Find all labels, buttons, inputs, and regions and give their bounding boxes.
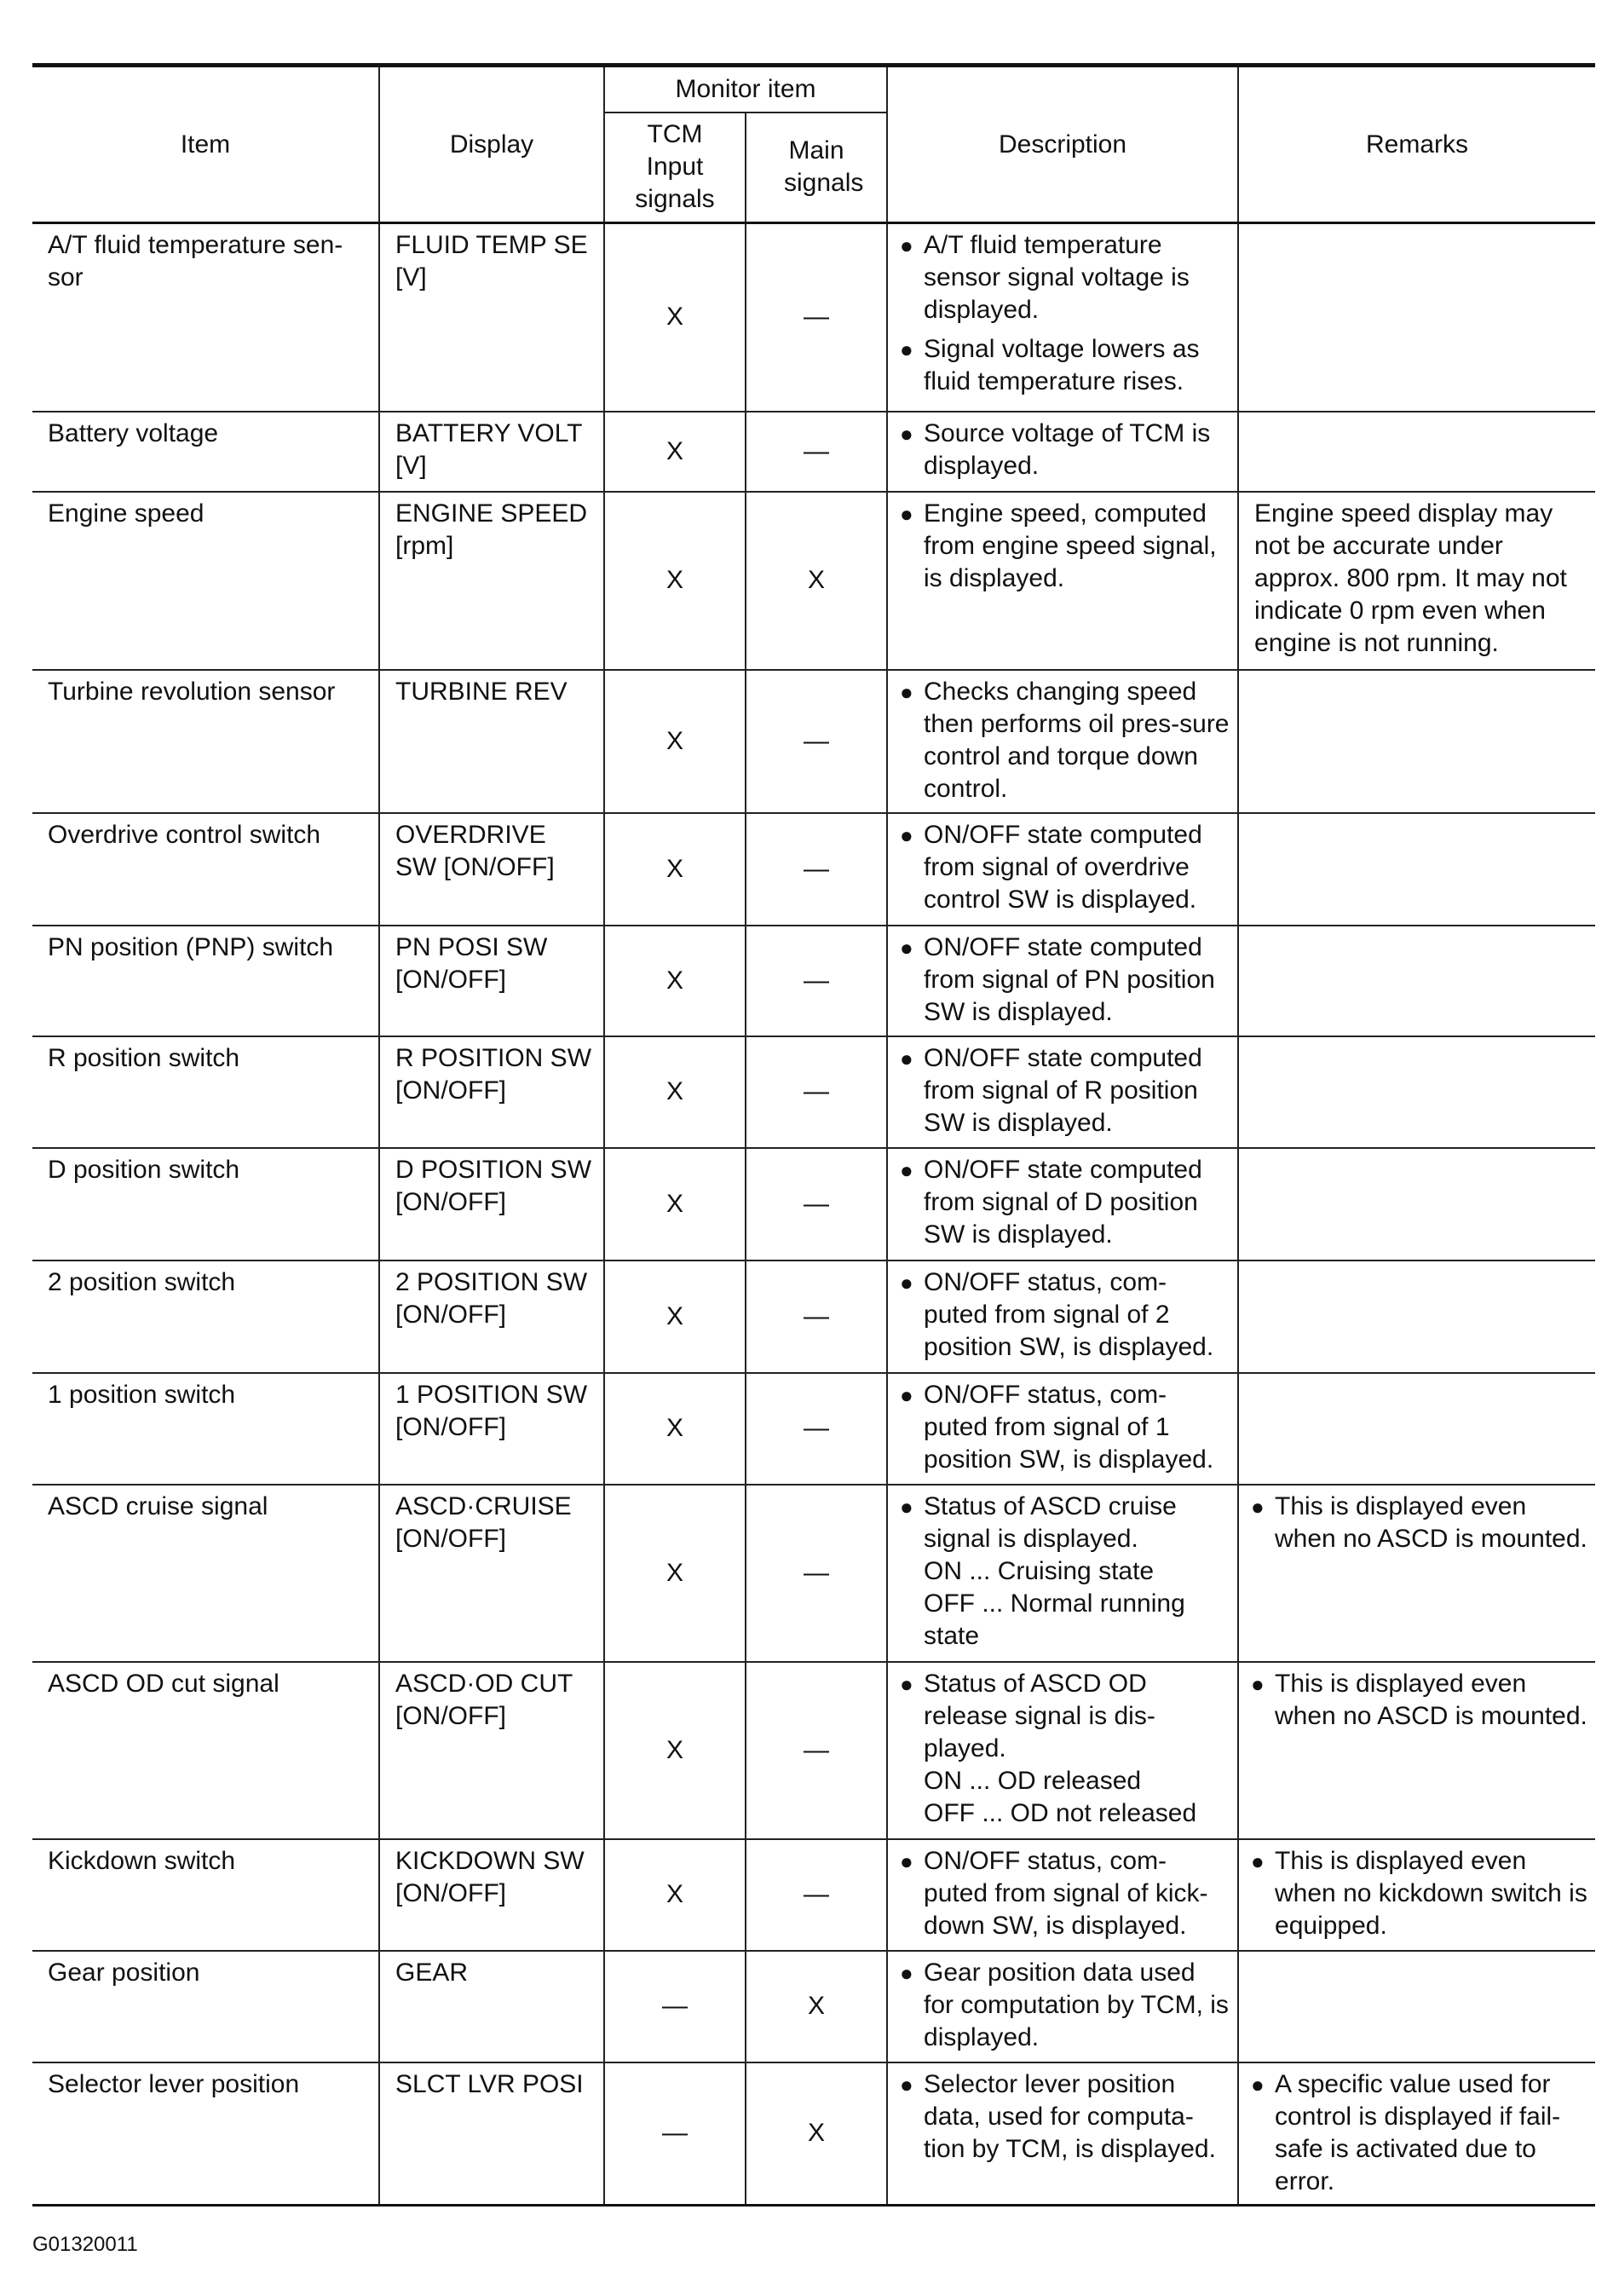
remarks-cell xyxy=(1238,926,1595,1036)
tcm-input-signal-cell: X xyxy=(604,1373,746,1485)
remarks-text: Engine speed display may not be accurate under approx. 800 rpm. It may not indicate 0 rpm even when engine is not running. xyxy=(1254,499,1567,657)
description-cell xyxy=(887,1485,1238,1662)
header-tcm-input-signals: TCM Input signals xyxy=(604,112,746,223)
display-cell: OVERDRIVE SW [ON/OFF] xyxy=(379,813,604,926)
description-bullet xyxy=(900,1379,1230,1476)
description-text: Selector lever position data, used for computa-tion by TCM, is displayed. xyxy=(924,2069,1216,2163)
monitor-item-table-wrapper xyxy=(32,63,1595,2207)
display-cell: ASCD·CRUISE [ON/OFF] xyxy=(379,1485,604,1662)
item-cell: Battery voltage xyxy=(32,412,379,492)
table-row xyxy=(32,813,1595,926)
description-bullet xyxy=(900,229,1230,326)
remarks-text: This is displayed even when no ASCD is mounted. xyxy=(1275,1669,1587,1730)
display-cell: SLCT LVR POSI xyxy=(379,2062,604,2206)
description-bullet xyxy=(900,333,1230,398)
monitor-item-table xyxy=(32,63,1595,2207)
item-cell: ASCD OD cut signal xyxy=(32,1662,379,1839)
bullet-icon: ● xyxy=(900,1959,913,1986)
main-signal-cell: — xyxy=(746,223,887,412)
bullet-icon: ● xyxy=(900,420,913,447)
remarks-cell xyxy=(1238,1662,1595,1839)
remarks-cell xyxy=(1238,412,1595,492)
bullet-icon: ● xyxy=(1251,2071,1265,2097)
description-cell xyxy=(887,1148,1238,1260)
bullet-icon: ● xyxy=(900,1382,913,1408)
remarks-cell xyxy=(1238,1951,1595,2062)
description-bullet xyxy=(900,2068,1230,2166)
main-signal-cell: X xyxy=(746,492,887,670)
item-cell: 1 position switch xyxy=(32,1373,379,1485)
tcm-input-signal-cell: X xyxy=(604,670,746,813)
display-cell: D POSITION SW [ON/OFF] xyxy=(379,1148,604,1260)
display-cell: GEAR xyxy=(379,1951,604,2062)
main-signal-cell: — xyxy=(746,1260,887,1373)
tcm-input-signal-cell: X xyxy=(604,926,746,1036)
description-text: A/T fluid temperature sensor signal voltage is displayed. xyxy=(924,231,1190,324)
table-row xyxy=(32,670,1595,813)
bullet-icon: ● xyxy=(900,1045,913,1071)
bullet-icon: ● xyxy=(1251,1670,1265,1697)
header-description: Description xyxy=(887,66,1238,223)
item-cell: Turbine revolution sensor xyxy=(32,670,379,813)
description-bullet xyxy=(900,1154,1230,1251)
remarks-cell xyxy=(1238,1839,1595,1951)
bullet-icon: ● xyxy=(900,678,913,705)
tcm-input-signal-cell: — xyxy=(604,1951,746,2062)
main-signal-cell: X xyxy=(746,2062,887,2206)
header-display: Display xyxy=(379,66,604,223)
table-row xyxy=(32,1373,1595,1485)
bullet-icon: ● xyxy=(1251,1848,1265,1874)
item-cell: 2 position switch xyxy=(32,1260,379,1373)
description-cell xyxy=(887,1036,1238,1148)
tcm-input-signal-cell: — xyxy=(604,2062,746,2206)
bullet-icon: ● xyxy=(900,2071,913,2097)
description-cell xyxy=(887,492,1238,670)
item-cell: Gear position xyxy=(32,1951,379,2062)
bullet-icon: ● xyxy=(1251,1493,1265,1520)
remarks-text: This is displayed even when no ASCD is mounted. xyxy=(1275,1491,1587,1553)
tcm-input-signal-cell: X xyxy=(604,1485,746,1662)
display-cell: BATTERY VOLT [V] xyxy=(379,412,604,492)
table-header xyxy=(32,66,1595,223)
description-cell xyxy=(887,412,1238,492)
tcm-input-signal-cell: X xyxy=(604,1662,746,1839)
main-signal-cell: — xyxy=(746,926,887,1036)
item-cell: ASCD cruise signal xyxy=(32,1485,379,1662)
table-body xyxy=(32,223,1595,2206)
display-cell: PN POSI SW [ON/OFF] xyxy=(379,926,604,1036)
table-row xyxy=(32,1839,1595,1951)
header-remarks: Remarks xyxy=(1238,66,1595,223)
main-signal-cell: — xyxy=(746,1839,887,1951)
item-cell: A/T fluid temperature sen-sor xyxy=(32,223,379,412)
display-cell: FLUID TEMP SE [V] xyxy=(379,223,604,412)
description-text: ON/OFF status, com-puted from signal of kick-down SW, is displayed. xyxy=(924,1846,1208,1940)
remarks-bullet xyxy=(1251,2068,1588,2198)
description-cell xyxy=(887,1373,1238,1485)
main-signal-cell: — xyxy=(746,1373,887,1485)
description-bullet xyxy=(900,1042,1230,1139)
table-row xyxy=(32,1662,1595,1839)
table-row xyxy=(32,926,1595,1036)
tcm-input-signal-cell: X xyxy=(604,492,746,670)
item-cell: R position switch xyxy=(32,1036,379,1148)
description-text: ON/OFF status, com-puted from signal of 1 position SW, is displayed. xyxy=(924,1380,1214,1474)
description-text: Status of ASCD cruise signal is displayed. ON ... Cruising state OFF ... Normal running state xyxy=(924,1491,1185,1650)
table-row xyxy=(32,412,1595,492)
bullet-icon: ● xyxy=(900,500,913,527)
bullet-icon: ● xyxy=(900,1670,913,1697)
main-signal-cell: — xyxy=(746,412,887,492)
tcm-input-signal-cell: X xyxy=(604,1260,746,1373)
table-row xyxy=(32,1260,1595,1373)
remarks-cell xyxy=(1238,1148,1595,1260)
description-text: ON/OFF state computed from signal of overdrive control SW is displayed. xyxy=(924,820,1202,914)
description-bullet xyxy=(900,819,1230,916)
main-signal-cell: — xyxy=(746,1036,887,1148)
description-cell xyxy=(887,926,1238,1036)
item-cell: D position switch xyxy=(32,1148,379,1260)
table-row xyxy=(32,1951,1595,2062)
description-text: Gear position data used for computation by TCM, is displayed. xyxy=(924,1958,1229,2051)
remarks-text: A specific value used for control is displayed if fail-safe is activated due to error. xyxy=(1275,2069,1561,2195)
display-cell: TURBINE REV xyxy=(379,670,604,813)
header-main-signals: Main signals xyxy=(746,112,887,223)
remarks-cell xyxy=(1238,1373,1595,1485)
item-cell: PN position (PNP) switch xyxy=(32,926,379,1036)
description-bullet xyxy=(900,1845,1230,1942)
main-signal-cell: — xyxy=(746,813,887,926)
description-text: Status of ASCD OD release signal is dis-played. ON ... OD released OFF ... OD not released xyxy=(924,1669,1197,1827)
main-signal-cell: — xyxy=(746,1148,887,1260)
description-text: Engine speed, computed from engine speed signal, is displayed. xyxy=(924,499,1217,592)
remarks-text: This is displayed even when no kickdown switch is equipped. xyxy=(1275,1846,1587,1940)
tcm-input-signal-cell: X xyxy=(604,412,746,492)
description-bullet xyxy=(900,1957,1230,2054)
tcm-input-signal-cell: X xyxy=(604,223,746,412)
display-cell: ASCD·OD CUT [ON/OFF] xyxy=(379,1662,604,1839)
main-signal-cell: — xyxy=(746,670,887,813)
item-cell: Engine speed xyxy=(32,492,379,670)
display-cell: ENGINE SPEED [rpm] xyxy=(379,492,604,670)
display-cell: KICKDOWN SW [ON/OFF] xyxy=(379,1839,604,1951)
description-text: ON/OFF state computed from signal of D position SW is displayed. xyxy=(924,1155,1202,1249)
description-text: Source voltage of TCM is displayed. xyxy=(924,418,1211,480)
main-signal-cell: — xyxy=(746,1662,887,1839)
item-cell: Overdrive control switch xyxy=(32,813,379,926)
tcm-input-signal-cell: X xyxy=(604,1839,746,1951)
header-item: Item xyxy=(32,66,379,223)
description-bullet xyxy=(900,1266,1230,1364)
description-text: ON/OFF state computed from signal of PN position SW is displayed. xyxy=(924,932,1215,1026)
description-text: Checks changing speed then performs oil pres-sure control and torque down control. xyxy=(924,677,1230,803)
bullet-icon: ● xyxy=(900,934,913,961)
remarks-cell xyxy=(1238,223,1595,412)
description-cell xyxy=(887,813,1238,926)
item-cell: Kickdown switch xyxy=(32,1839,379,1951)
remarks-bullet xyxy=(1251,1668,1588,1733)
table-row xyxy=(32,1485,1595,1662)
item-cell: Selector lever position xyxy=(32,2062,379,2206)
description-bullet xyxy=(900,1491,1230,1653)
description-text: ON/OFF status, com-puted from signal of 2 position SW, is displayed. xyxy=(924,1267,1214,1361)
description-text: ON/OFF state computed from signal of R position SW is displayed. xyxy=(924,1043,1202,1137)
table-row xyxy=(32,1036,1595,1148)
description-cell xyxy=(887,1839,1238,1951)
bullet-icon: ● xyxy=(900,1493,913,1520)
tcm-input-signal-cell: X xyxy=(604,1148,746,1260)
description-cell xyxy=(887,1260,1238,1373)
bullet-icon: ● xyxy=(900,1848,913,1874)
remarks-cell xyxy=(1238,670,1595,813)
remarks-cell xyxy=(1238,2062,1595,2206)
main-signal-cell: — xyxy=(746,1485,887,1662)
bullet-icon: ● xyxy=(900,337,913,362)
bullet-icon: ● xyxy=(900,822,913,848)
description-cell xyxy=(887,223,1238,412)
remarks-cell xyxy=(1238,1260,1595,1373)
display-cell: 2 POSITION SW [ON/OFF] xyxy=(379,1260,604,1373)
display-cell: 1 POSITION SW [ON/OFF] xyxy=(379,1373,604,1485)
header-monitor-item: Monitor item xyxy=(604,66,887,112)
display-cell: R POSITION SW [ON/OFF] xyxy=(379,1036,604,1148)
remarks-cell xyxy=(1238,492,1595,670)
bullet-icon: ● xyxy=(900,1157,913,1183)
description-cell xyxy=(887,2062,1238,2206)
figure-code: G01320011 xyxy=(32,2233,138,2256)
bullet-icon: ● xyxy=(900,233,913,258)
remarks-cell xyxy=(1238,813,1595,926)
remarks-bullet xyxy=(1251,1491,1588,1555)
table-row xyxy=(32,1148,1595,1260)
description-cell xyxy=(887,1951,1238,2062)
tcm-input-signal-cell: X xyxy=(604,813,746,926)
description-bullet xyxy=(900,498,1230,595)
tcm-input-signal-cell: X xyxy=(604,1036,746,1148)
remarks-bullet xyxy=(1251,1845,1588,1942)
description-cell xyxy=(887,1662,1238,1839)
description-cell xyxy=(887,670,1238,813)
description-bullet xyxy=(900,676,1230,805)
bullet-icon: ● xyxy=(900,1269,913,1295)
table-row xyxy=(32,492,1595,670)
table-row xyxy=(32,223,1595,412)
table-row xyxy=(32,2062,1595,2206)
remarks-cell xyxy=(1238,1036,1595,1148)
description-bullet xyxy=(900,418,1230,482)
description-bullet xyxy=(900,932,1230,1029)
main-signal-cell: X xyxy=(746,1951,887,2062)
description-bullet xyxy=(900,1668,1230,1830)
remarks-cell xyxy=(1238,1485,1595,1662)
description-text: Signal voltage lowers as fluid temperature rises. xyxy=(924,335,1200,395)
